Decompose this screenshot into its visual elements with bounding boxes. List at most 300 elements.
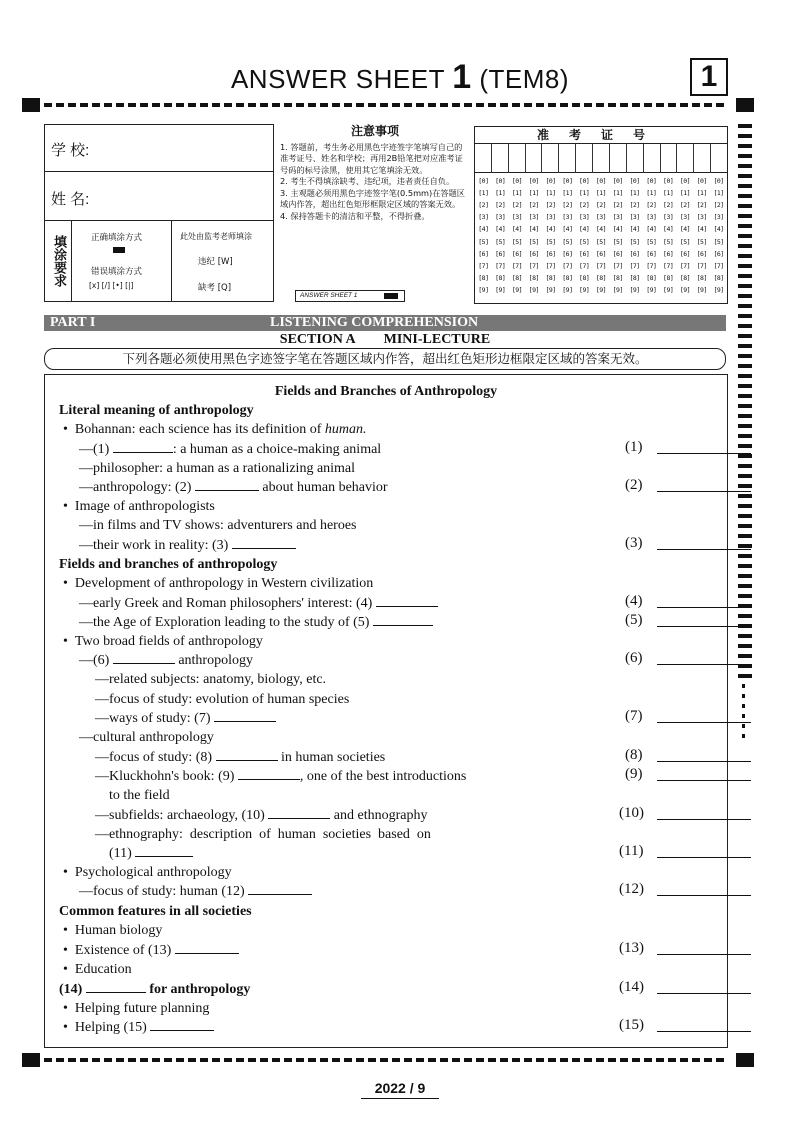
exam-id-digit-box[interactable]: [576, 144, 593, 173]
exam-id-bubble[interactable]: [4]: [495, 225, 506, 234]
exam-id-bubble[interactable]: [0]: [528, 177, 539, 186]
exam-id-bubble[interactable]: [6]: [528, 249, 539, 258]
exam-id-bubble[interactable]: [4]: [713, 225, 724, 234]
answer-number-label: (7): [625, 708, 643, 724]
timing-mark: [738, 404, 752, 408]
exam-id-bubble[interactable]: [7]: [528, 261, 539, 270]
exam-id-bubble[interactable]: [4]: [579, 225, 590, 234]
exam-id-bubble[interactable]: [0]: [579, 177, 590, 186]
sheet-tag-mark: [384, 293, 398, 299]
timing-mark: [742, 714, 745, 718]
answer-line-input[interactable]: [657, 819, 751, 820]
outline-line: (11): [109, 845, 193, 862]
absent-bubble[interactable]: 缺考 [Q]: [198, 283, 232, 293]
correct-fill-sample: [113, 247, 125, 253]
exam-id-bubble[interactable]: [0]: [562, 177, 573, 186]
exam-id-bubble[interactable]: [1]: [511, 189, 523, 198]
exam-id-digit-box[interactable]: [508, 144, 525, 173]
exam-id-bubble[interactable]: [2]: [528, 201, 539, 210]
exam-id-bubble[interactable]: [5]: [713, 237, 724, 246]
exam-id-bubble[interactable]: [8]: [629, 273, 640, 282]
exam-id-bubble[interactable]: [8]: [562, 273, 573, 282]
exam-id-bubble[interactable]: [3]: [511, 213, 523, 222]
answer-number-label: (8): [625, 747, 643, 763]
exam-id-bubble[interactable]: [4]: [478, 225, 489, 234]
violation-bubble[interactable]: 违纪 [W]: [198, 257, 233, 267]
exam-id-bubble[interactable]: [0]: [545, 177, 556, 186]
exam-id-bubble[interactable]: [0]: [495, 177, 506, 186]
answer-number-label: (2): [625, 477, 643, 493]
exam-id-bubble[interactable]: [0]: [713, 177, 724, 186]
exam-id-bubble[interactable]: [9]: [579, 285, 590, 294]
correct-fill-label: 正确填涂方式: [91, 233, 143, 243]
answer-line-input[interactable]: [657, 954, 751, 955]
outline-bullet: • Human biology: [63, 923, 163, 938]
exam-id-bubble[interactable]: [1]: [545, 189, 556, 198]
exam-id-bubble[interactable]: [9]: [495, 285, 506, 294]
outline-line: —anthropology: (2) about human behavior: [79, 480, 388, 495]
exam-id-bubble[interactable]: [1]: [696, 189, 707, 198]
outline-line: to the field: [109, 788, 170, 803]
exam-id-bubble[interactable]: [8]: [545, 273, 556, 282]
timing-mark: [738, 294, 752, 298]
timing-mark: [738, 264, 752, 268]
exam-id-bubble[interactable]: [3]: [478, 213, 489, 222]
exam-id-bubble[interactable]: [1]: [612, 189, 623, 198]
exam-id-bubble[interactable]: [4]: [545, 225, 556, 234]
exam-id-bubble[interactable]: [2]: [511, 201, 523, 210]
exam-id-bubble[interactable]: [5]: [595, 237, 607, 246]
exam-id-bubbles[interactable]: [475, 175, 727, 296]
timing-mark: [738, 334, 752, 338]
exam-id-bubble[interactable]: [6]: [679, 249, 691, 258]
exam-id-bubble[interactable]: [6]: [478, 249, 489, 258]
section-heading: SECTION A MINI-LECTURE: [279, 332, 491, 347]
outline-line: —(6) anthropology: [79, 653, 253, 668]
note-item: 2. 考生不得填涂缺考、违纪项，违者责任自负。: [280, 176, 455, 186]
corner-marker: [736, 98, 754, 112]
timing-mark: [738, 374, 752, 378]
exam-id-bubble[interactable]: [2]: [562, 201, 573, 210]
exam-id-bubble[interactable]: [8]: [646, 273, 657, 282]
exam-id-digit-box[interactable]: [677, 144, 694, 173]
sheet-tag-box: [295, 290, 405, 302]
answer-number-label: (13): [619, 940, 644, 956]
proctor-label: 此处由监考老师填涂: [180, 232, 252, 241]
exam-id-bubble[interactable]: [4]: [612, 225, 623, 234]
exam-id-bubble[interactable]: [8]: [713, 273, 724, 282]
exam-id-bubble[interactable]: [1]: [495, 189, 506, 198]
answer-line-input[interactable]: [657, 1031, 751, 1032]
timing-marks: [738, 124, 752, 744]
exam-id-bubble[interactable]: [7]: [646, 261, 657, 270]
exam-id-bubble[interactable]: [6]: [545, 249, 556, 258]
timing-mark: [738, 574, 752, 578]
timing-mark: [738, 384, 752, 388]
exam-id-bubble[interactable]: [8]: [495, 273, 506, 282]
exam-id-digit-box[interactable]: [542, 144, 559, 173]
exam-id-bubble[interactable]: [3]: [528, 213, 539, 222]
exam-id-bubble[interactable]: [4]: [562, 225, 573, 234]
timing-mark: [738, 314, 752, 318]
answer-line-input[interactable]: [657, 453, 751, 454]
exam-id-bubble[interactable]: [1]: [528, 189, 539, 198]
exam-id-bubble[interactable]: [7]: [679, 261, 691, 270]
exam-id-bubble[interactable]: [5]: [478, 237, 489, 246]
answer-line-input[interactable]: [657, 722, 751, 723]
exam-id-bubble[interactable]: [1]: [713, 189, 724, 198]
exam-id-bubble[interactable]: [9]: [478, 285, 489, 294]
exam-id-bubble[interactable]: [5]: [545, 237, 556, 246]
exam-id-bubble[interactable]: [7]: [579, 261, 590, 270]
exam-id-bubble[interactable]: [4]: [528, 225, 539, 234]
exam-id-bubble[interactable]: [5]: [696, 237, 707, 246]
exam-id-digit-box[interactable]: [491, 144, 508, 173]
exam-id-bubble[interactable]: [6]: [713, 249, 724, 258]
timing-mark: [738, 234, 752, 238]
exam-id-bubble[interactable]: [5]: [663, 237, 674, 246]
exam-id-bubble[interactable]: [9]: [545, 285, 556, 294]
exam-id-bubble[interactable]: [3]: [595, 213, 607, 222]
exam-id-bubble[interactable]: [2]: [495, 201, 506, 210]
instruction-banner: 下列各题必须使用黑色字迹签字笔在答题区域内作答，超出红色矩形边框限定区域的答案无效。: [44, 348, 726, 370]
exam-id-digit-box[interactable]: [626, 144, 643, 173]
bottom-dashed-border: [44, 1058, 724, 1062]
timing-mark: [738, 174, 752, 178]
timing-mark: [738, 164, 752, 168]
exam-id-bubble[interactable]: [3]: [679, 213, 691, 222]
outline-line: —early Greek and Roman philosophers' interest: (4): [79, 595, 438, 612]
timing-mark: [738, 524, 752, 528]
sheet-title: ANSWER SHEET 1 (TEM8): [230, 58, 570, 96]
timing-mark: [742, 734, 745, 738]
exam-id-bubble[interactable]: [2]: [663, 201, 674, 210]
exam-id-bubble[interactable]: [7]: [595, 261, 607, 270]
answer-number-label: (14): [619, 979, 644, 995]
outline-line: —ways of study: (7): [95, 710, 276, 727]
timing-mark: [738, 364, 752, 368]
name-field[interactable]: [45, 172, 273, 221]
exam-id-bubble[interactable]: [6]: [579, 249, 590, 258]
part-header-bar: [44, 315, 726, 331]
timing-mark: [738, 224, 752, 228]
timing-mark: [742, 724, 745, 728]
exam-id-digit-box[interactable]: [643, 144, 660, 173]
exam-id-bubble[interactable]: [1]: [562, 189, 573, 198]
answer-line-input[interactable]: [657, 857, 751, 858]
exam-id-bubble[interactable]: [3]: [663, 213, 674, 222]
timing-mark: [738, 284, 752, 288]
exam-id-bubble[interactable]: [8]: [696, 273, 707, 282]
timing-mark: [738, 564, 752, 568]
exam-id-digit-box[interactable]: [660, 144, 677, 173]
exam-id-bubble[interactable]: [4]: [679, 225, 691, 234]
exam-id-bubble[interactable]: [9]: [696, 285, 707, 294]
answer-line-input[interactable]: [657, 664, 751, 665]
school-label: 学 校:: [51, 142, 90, 159]
exam-id-bubble[interactable]: [0]: [646, 177, 657, 186]
exam-id-bubble[interactable]: [2]: [595, 201, 607, 210]
exam-id-digit-box[interactable]: [475, 144, 491, 173]
answer-line-input[interactable]: [657, 761, 751, 762]
exam-id-bubble[interactable]: [2]: [478, 201, 489, 210]
exam-id-header: 准考证号: [475, 127, 727, 144]
exam-date-footer: 2022 / 9: [0, 1080, 800, 1096]
exam-id-bubble[interactable]: [2]: [545, 201, 556, 210]
exam-id-bubble[interactable]: [4]: [629, 225, 640, 234]
exam-id-write-row[interactable]: [475, 144, 727, 173]
exam-id-bubble[interactable]: [0]: [679, 177, 691, 186]
top-dashed-border: [44, 103, 724, 107]
exam-id-bubble[interactable]: [4]: [595, 225, 607, 234]
exam-id-bubble[interactable]: [7]: [696, 261, 707, 270]
answer-number-label: (6): [625, 650, 643, 666]
fill-requirements-label: 填涂要求: [45, 221, 72, 301]
exam-id-bubble[interactable]: [0]: [696, 177, 707, 186]
timing-mark: [738, 534, 752, 538]
answer-number-label: (11): [619, 843, 644, 859]
timing-mark: [738, 614, 752, 618]
outline-line: —focus of study: (8) in human societies: [95, 750, 386, 765]
timing-mark: [738, 504, 752, 508]
note-item: 1. 答题前，考生务必用黑色字迹签字笔填写自己的准考证号、姓名和学校；再用2B铅笔把对应准考证号码的标号涂黑，使用其它笔填涂无效。: [280, 141, 463, 175]
exam-id-bubble[interactable]: [9]: [629, 285, 640, 294]
exam-id-bubble[interactable]: [0]: [478, 177, 489, 186]
exam-id-bubble[interactable]: [7]: [713, 261, 724, 270]
wrong-fill-examples: [x] [/] [•] [|]: [89, 281, 134, 290]
heading-fields-branches: Fields and branches of anthropology: [59, 557, 278, 572]
exam-id-bubble[interactable]: [7]: [511, 261, 523, 270]
timing-mark: [742, 694, 745, 698]
exam-id-bubble[interactable]: [3]: [495, 213, 506, 222]
wrong-fill-label: 错误填涂方式: [91, 267, 143, 277]
timing-mark: [738, 274, 752, 278]
exam-id-bubble[interactable]: [4]: [646, 225, 657, 234]
exam-id-bubble[interactable]: [0]: [612, 177, 623, 186]
exam-id-digit-box[interactable]: [559, 144, 576, 173]
exam-id-bubble[interactable]: [9]: [562, 285, 573, 294]
exam-id-bubble[interactable]: [7]: [629, 261, 640, 270]
timing-mark: [738, 144, 752, 148]
exam-id-bubble[interactable]: [1]: [595, 189, 607, 198]
timing-mark: [738, 154, 752, 158]
exam-id-bubble[interactable]: [4]: [696, 225, 707, 234]
exam-id-bubble[interactable]: [9]: [646, 285, 657, 294]
timing-mark: [738, 654, 752, 658]
answer-area: [44, 374, 728, 1048]
outline-line: —the Age of Exploration leading to the study of (5): [79, 614, 433, 631]
exam-id-bubble[interactable]: [6]: [595, 249, 607, 258]
exam-id-bubble[interactable]: [1]: [646, 189, 657, 198]
exam-id-bubble[interactable]: [5]: [579, 237, 590, 246]
exam-id-bubble[interactable]: [6]: [495, 249, 506, 258]
timing-mark: [738, 194, 752, 198]
school-field[interactable]: [45, 125, 273, 172]
exam-id-bubble[interactable]: [7]: [562, 261, 573, 270]
exam-id-bubble[interactable]: [1]: [663, 189, 674, 198]
exam-id-bubble[interactable]: [5]: [528, 237, 539, 246]
exam-id-bubble[interactable]: [9]: [663, 285, 674, 294]
exam-id-bubble[interactable]: [9]: [595, 285, 607, 294]
answer-line-input[interactable]: [657, 895, 751, 896]
answer-line-input[interactable]: [657, 491, 751, 492]
exam-id-bubble[interactable]: [2]: [579, 201, 590, 210]
note-item: 3. 主观题必须用黑色字迹签字笔(0.5mm)在答题区域内作答，超出红色矩形框限定区域的答案无效。: [280, 187, 465, 209]
exam-id-bubble[interactable]: [2]: [629, 201, 640, 210]
exam-id-bubble[interactable]: [0]: [663, 177, 674, 186]
exam-id-bubble[interactable]: [6]: [511, 249, 523, 258]
outline-line: —focus of study: human (12): [79, 883, 312, 900]
exam-id-bubble[interactable]: [6]: [612, 249, 623, 258]
timing-mark: [738, 474, 752, 478]
timing-mark: [738, 304, 752, 308]
answer-line-input[interactable]: [657, 780, 751, 781]
exam-id-bubble[interactable]: [6]: [663, 249, 674, 258]
timing-mark: [738, 464, 752, 468]
exam-id-bubble[interactable]: [5]: [612, 237, 623, 246]
exam-id-bubble[interactable]: [3]: [696, 213, 707, 222]
exam-id-bubble[interactable]: [7]: [545, 261, 556, 270]
exam-id-bubble[interactable]: [0]: [511, 177, 523, 186]
outline-line: —their work in reality: (3): [79, 537, 296, 554]
student-info-box: [44, 124, 274, 302]
exam-id-bubble[interactable]: [8]: [679, 273, 691, 282]
answer-number-label: (12): [619, 881, 644, 897]
exam-id-digit-box[interactable]: [609, 144, 626, 173]
outline-bullet: • Development of anthropology in Western civilization: [63, 576, 374, 591]
exam-id-bubble[interactable]: [8]: [528, 273, 539, 282]
outline-bullet: • Helping future planning: [63, 1001, 210, 1016]
exam-id-bubble[interactable]: [9]: [679, 285, 691, 294]
outline-line: —ethnography: description of human societies based on: [95, 827, 431, 842]
timing-mark: [738, 514, 752, 518]
exam-id-bubble[interactable]: [2]: [713, 201, 724, 210]
exam-id-bubble[interactable]: [4]: [511, 225, 523, 234]
outline-heading-line: (14) for anthropology: [59, 982, 251, 997]
exam-id-bubble[interactable]: [9]: [713, 285, 724, 294]
exam-id-bubble[interactable]: [6]: [696, 249, 707, 258]
exam-id-bubble[interactable]: [5]: [562, 237, 573, 246]
exam-id-bubble[interactable]: [3]: [562, 213, 573, 222]
timing-mark: [738, 184, 752, 188]
timing-mark: [738, 214, 752, 218]
exam-id-bubble[interactable]: [6]: [562, 249, 573, 258]
outline-bullet: • Two broad fields of anthropology: [63, 634, 263, 649]
timing-mark: [738, 124, 752, 128]
answer-line-input[interactable]: [657, 549, 751, 550]
exam-id-bubble[interactable]: [3]: [612, 213, 623, 222]
outline-bullet: • Psychological anthropology: [63, 865, 232, 880]
lecture-title: Fields and Branches of Anthropology: [274, 384, 498, 399]
answer-number-label: (1): [625, 439, 643, 455]
exam-id-bubble[interactable]: [1]: [579, 189, 590, 198]
timing-mark: [738, 424, 752, 428]
exam-id-bubble[interactable]: [7]: [495, 261, 506, 270]
exam-id-bubble[interactable]: [9]: [511, 285, 523, 294]
answer-number-label: (5): [625, 612, 643, 628]
exam-id-bubble[interactable]: [3]: [545, 213, 556, 222]
outline-bullet: • Existence of (13): [63, 942, 239, 959]
answer-line-input[interactable]: [657, 993, 751, 994]
exam-id-bubble[interactable]: [1]: [679, 189, 691, 198]
exam-id-digit-box[interactable]: [525, 144, 542, 173]
exam-id-bubble[interactable]: [1]: [629, 189, 640, 198]
outline-bullet: • Image of anthropologists: [63, 499, 215, 514]
answer-line-input[interactable]: [657, 607, 751, 608]
exam-id-bubble[interactable]: [8]: [478, 273, 489, 282]
exam-id-bubble[interactable]: [5]: [511, 237, 523, 246]
timing-mark: [738, 434, 752, 438]
exam-id-bubble[interactable]: [2]: [679, 201, 691, 210]
exam-id-bubble[interactable]: [8]: [595, 273, 607, 282]
exam-id-bubble[interactable]: [0]: [629, 177, 640, 186]
outline-bullet: • Helping (15): [63, 1019, 214, 1036]
outline-line: —in films and TV shows: adventurers and heroes: [79, 518, 357, 533]
exam-id-bubble[interactable]: [6]: [629, 249, 640, 258]
exam-id-bubble[interactable]: [6]: [646, 249, 657, 258]
outline-line: —(1) : a human as a choice-making animal: [79, 442, 382, 457]
exam-id-bubble[interactable]: [7]: [663, 261, 674, 270]
exam-id-bubble[interactable]: [8]: [511, 273, 523, 282]
note-item: 4. 保持答题卡的清洁和平整，不得折叠。: [280, 210, 430, 221]
exam-id-bubble[interactable]: [3]: [579, 213, 590, 222]
exam-id-bubble[interactable]: [5]: [679, 237, 691, 246]
exam-id-bubble[interactable]: [4]: [663, 225, 674, 234]
answer-line-input[interactable]: [657, 626, 751, 627]
timing-mark: [738, 414, 752, 418]
exam-id-bubble[interactable]: [2]: [646, 201, 657, 210]
heading-literal-meaning: Literal meaning of anthropology: [59, 403, 254, 418]
exam-id-bubble[interactable]: [8]: [663, 273, 674, 282]
exam-id-bubble[interactable]: [3]: [646, 213, 657, 222]
exam-id-bubble[interactable]: [0]: [595, 177, 607, 186]
exam-id-bubble[interactable]: [5]: [495, 237, 506, 246]
exam-id-digit-box[interactable]: [694, 144, 711, 173]
exam-id-digit-box[interactable]: [711, 144, 727, 173]
answer-number-label: (10): [619, 805, 644, 821]
timing-mark: [742, 704, 745, 708]
exam-id-bubble[interactable]: [2]: [612, 201, 623, 210]
exam-id-bubble[interactable]: [2]: [696, 201, 707, 210]
name-label: 姓 名:: [51, 191, 90, 208]
exam-id-bubble[interactable]: [7]: [478, 261, 489, 270]
timing-mark: [738, 544, 752, 548]
exam-id-bubble[interactable]: [9]: [528, 285, 539, 294]
exam-id-bubble[interactable]: [5]: [629, 237, 640, 246]
outline-bullet: • Bohannan: each science has its definition of human.: [63, 422, 367, 437]
outline-bullet: • Education: [63, 962, 132, 977]
corner-marker: [22, 98, 40, 112]
exam-id-bubble[interactable]: [1]: [478, 189, 489, 198]
exam-id-bubble[interactable]: [8]: [579, 273, 590, 282]
heading-common-features: Common features in all societies: [59, 904, 252, 919]
exam-id-bubble[interactable]: [3]: [629, 213, 640, 222]
notes-section: [280, 126, 470, 222]
exam-id-bubble[interactable]: [7]: [612, 261, 623, 270]
outline-line: —philosopher: a human as a rationalizing animal: [79, 461, 356, 476]
timing-mark: [738, 634, 752, 638]
exam-id-bubble[interactable]: [5]: [646, 237, 657, 246]
exam-id-bubble[interactable]: [8]: [612, 273, 623, 282]
outline-line: —subfields: archaeology, (10) and ethnography: [95, 808, 428, 823]
corner-marker: [22, 1053, 40, 1067]
timing-mark: [738, 484, 752, 488]
outline-line: —Kluckhohn's book: (9) , one of the best introductions: [95, 769, 467, 784]
exam-id-digit-box[interactable]: [593, 144, 610, 173]
exam-id-bubble[interactable]: [3]: [713, 213, 724, 222]
timing-mark: [738, 444, 752, 448]
exam-id-bubble[interactable]: [9]: [612, 285, 623, 294]
